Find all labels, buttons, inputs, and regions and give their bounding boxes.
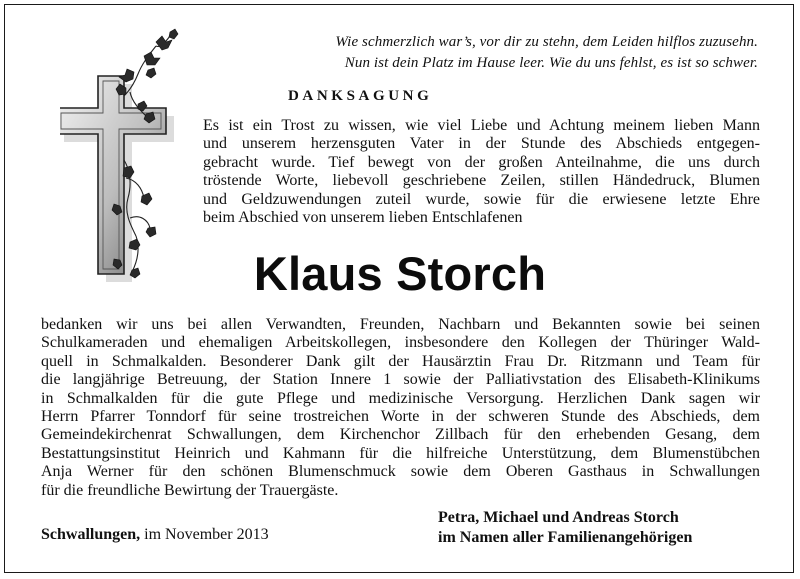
signature-names: Petra, Michael und Andreas Storch [438, 509, 679, 526]
thanks-line: Schulkameraden und ehemaligen Arbeitskollegen, insbesondere den Kollegen der Thüringer Wald- [41, 334, 760, 352]
intro-line: und unserem herzensguten Vater in der Stunde des Abschieds entgegen- [203, 135, 760, 153]
signature-subline: im Namen aller Familienangehörigen [438, 529, 693, 546]
thanks-line: Gemeindekirchenrat Schwallungen, dem Kirchenchor Zillbach für den erhebenden Gesang, dem [41, 426, 760, 444]
thanks-line: die langjährige Betreuung, der Station Innere 1 sowie der Palliativstation des Elisabeth-Klinikums [41, 371, 760, 389]
thanks-line: Herrn Pfarrer Tonndorf für seine trostreichen Worte in der schweren Stunde des Abschieds, dem [41, 408, 760, 426]
thanks-line: Anja Werner für den schönen Blumenschmuck sowie dem Oberen Gasthaus in Schwallungen [41, 463, 760, 481]
thanks-line: bedanken wir uns bei allen Verwandten, Freunden, Nachbarn und Bekannten sowie bei seinen [41, 316, 760, 333]
date: im November 2013 [144, 526, 269, 543]
intro-line: und Geldzuwendungen zuteil wurde, sowie für die erwiesene letzte Ehre [203, 190, 760, 208]
poem-line: Wie schmerzlich war’s, vor dir zu stehn, dem Leiden hilflos zuzusehn. [335, 34, 758, 50]
intro-line: beim Abschied von unserem lieben Entschlafenen [203, 209, 523, 227]
poem-line: Nun ist dein Platz im Hause leer. Wie du uns fehlst, es ist so schwer. [344, 55, 758, 71]
family-signature [438, 508, 692, 548]
place-and-date [41, 526, 269, 544]
thanks-line: quell in Schmalkalden. Besonderer Dank gilt der Hausärztin Frau Dr. Ritzmann und Team für [41, 352, 760, 370]
thanks-line: Bestattungsinstitut Heinrich und Kahmann für die hilfreiche Unterstützung, dem Blumenstübchen [41, 444, 760, 462]
intro-line: Es ist ein Trost zu wissen, wie viel Liebe und Achtung meinem lieben Mann [203, 117, 760, 134]
thanks-line: in Schmalkalden für die gute Pflege und medizinische Versorgung. Herzlichen Dank sagen wir [41, 389, 760, 407]
heading-danksagung: DANKSAGUNG [288, 88, 433, 104]
poem-verse [288, 32, 758, 74]
thanks-paragraph [41, 316, 760, 500]
intro-line: tröstende Worte, liebevoll geschriebene Zeilen, stillen Händedruck, Blumen [203, 172, 760, 190]
intro-line: gebracht wurde. Tief bewegt von der großen Anteilnahme, die uns durch [203, 153, 760, 171]
deceased-name: Klaus Storch [253, 247, 547, 300]
intro-paragraph [203, 117, 760, 227]
place: Schwallungen, [41, 526, 141, 543]
thanks-line: für die freundliche Bewirtung der Trauergäste. [41, 481, 339, 499]
